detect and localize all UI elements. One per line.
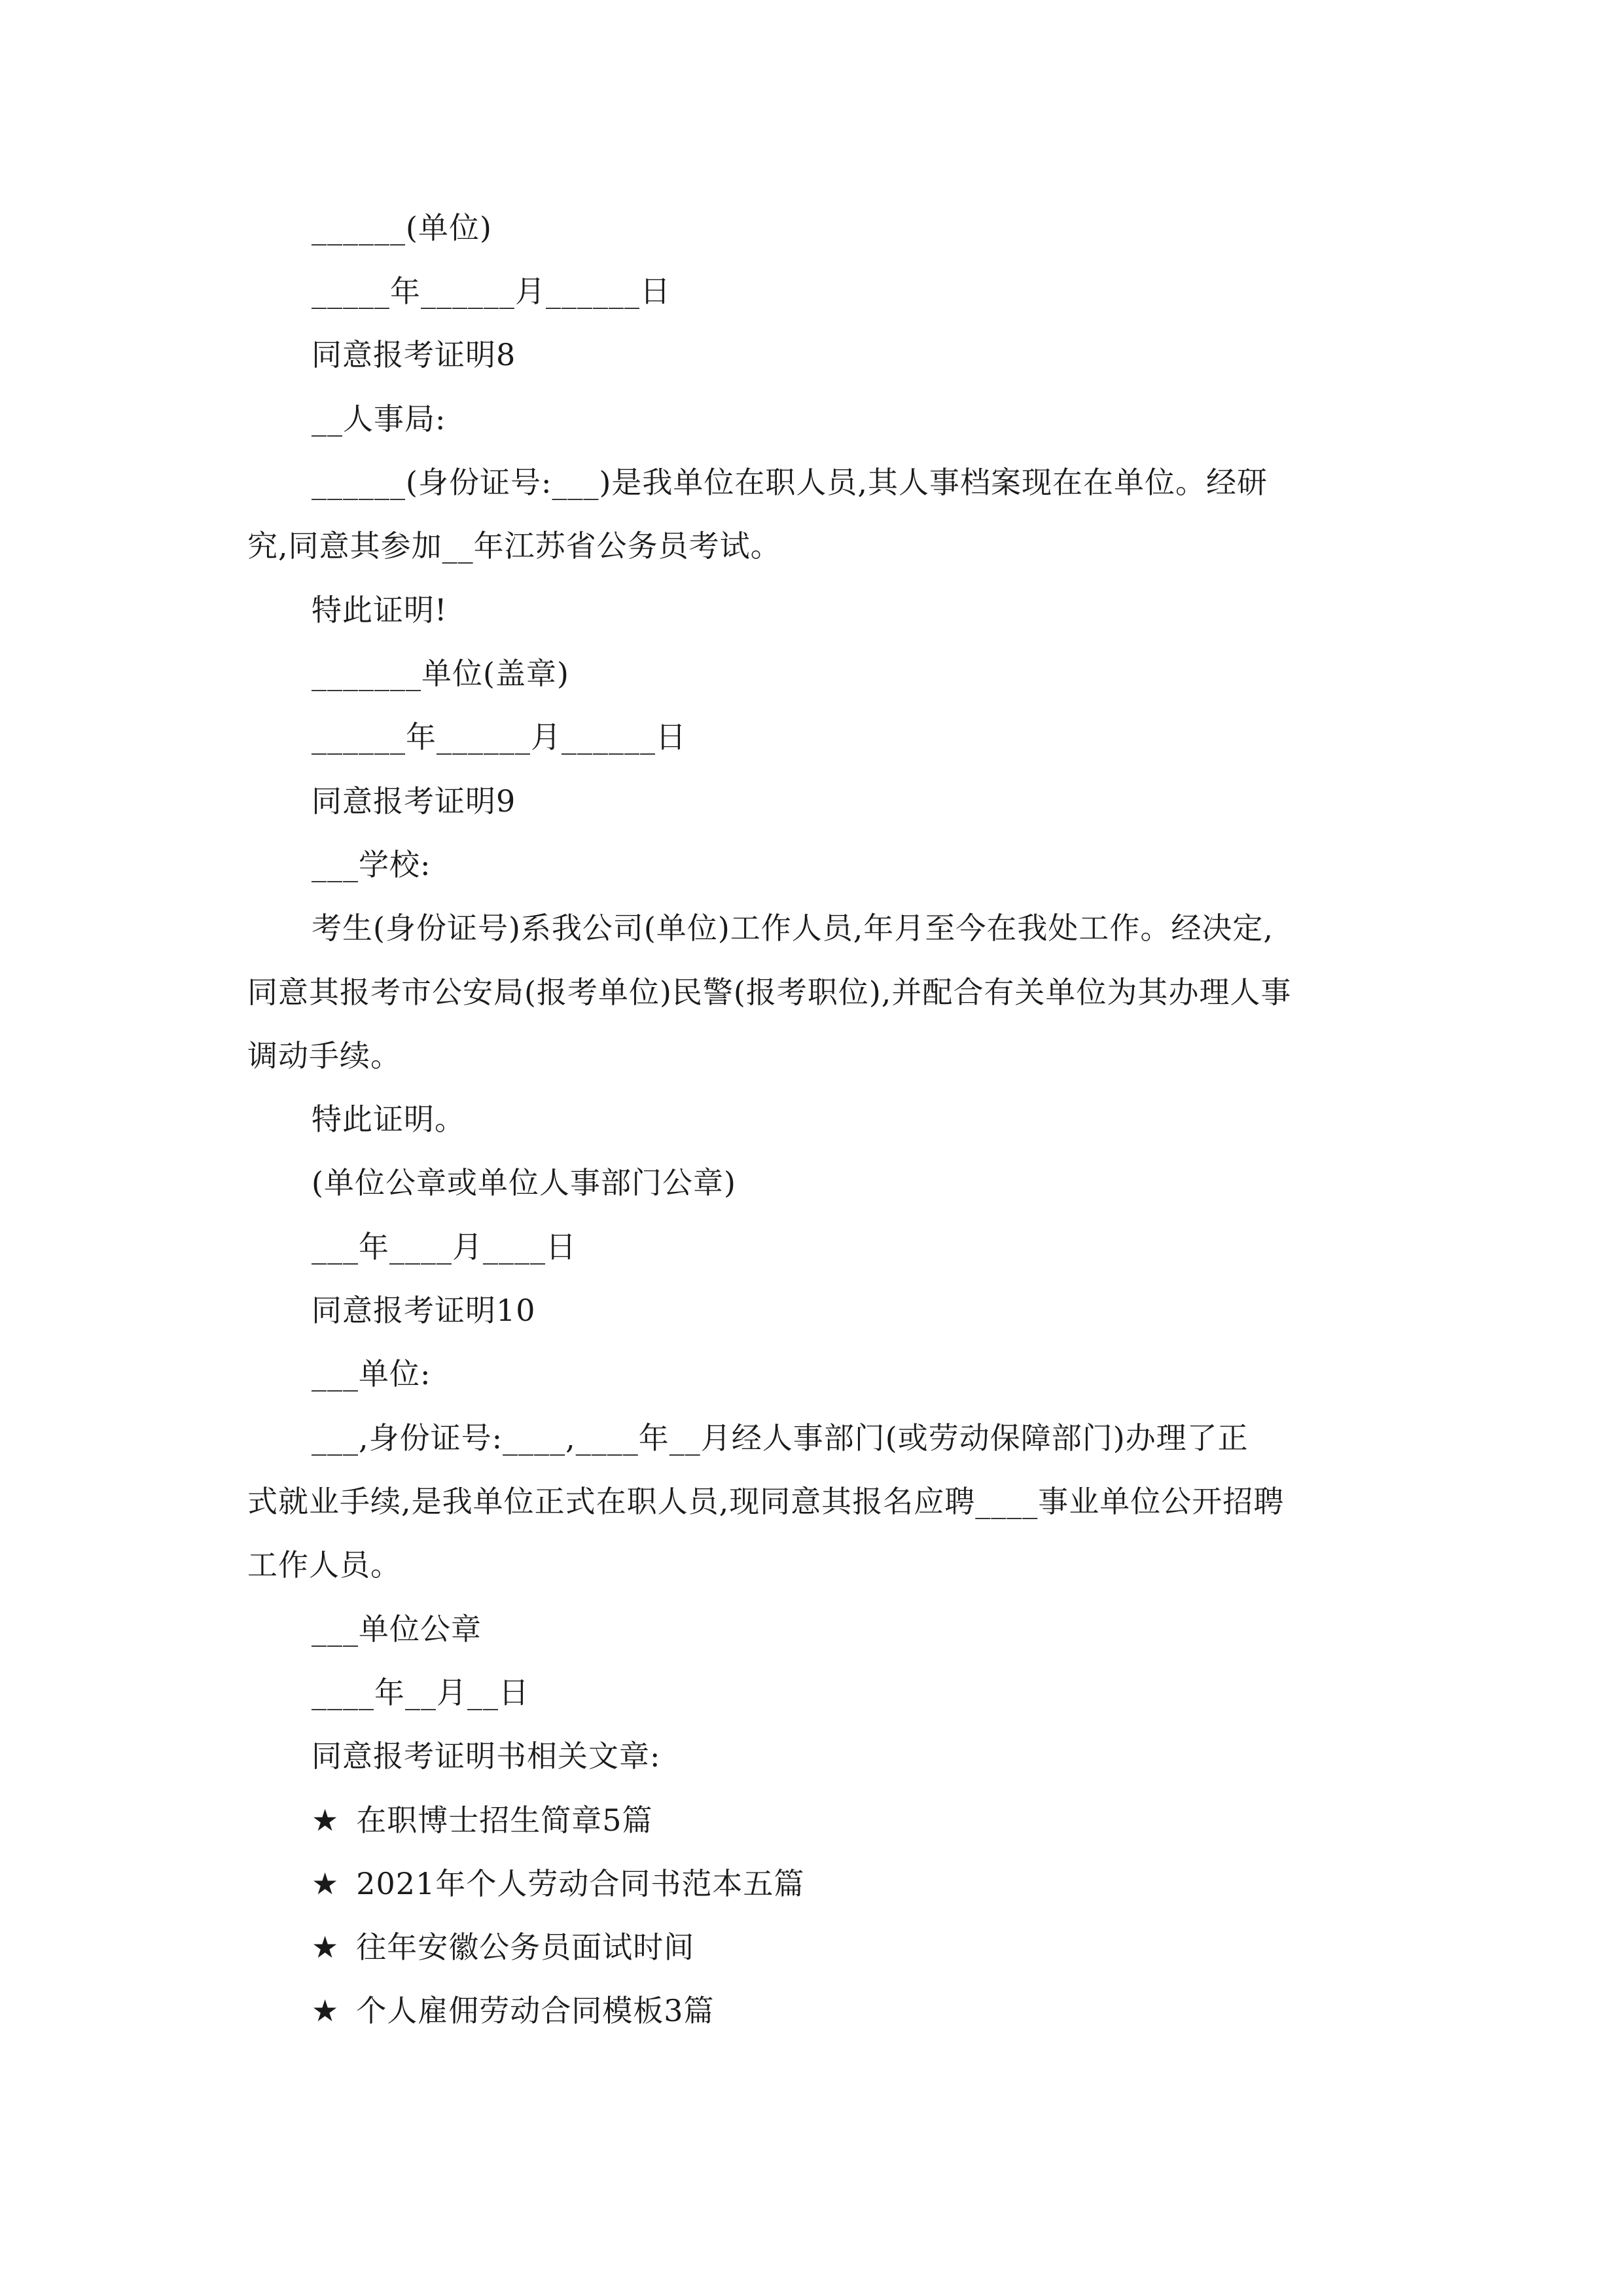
cert10-body-line: ___,身份证号:____,____年__月经人事部门(或劳动保障部门)办理了正 <box>312 1420 1249 1456</box>
cert8-signature: _______单位(盖章) <box>312 656 569 691</box>
cert9-date-line: ___年____月____日 <box>312 1229 577 1265</box>
cert10-title: 同意报考证明10 <box>312 1293 536 1328</box>
cert10-body-line: 工作人员。 <box>247 1547 401 1583</box>
related-article-link[interactable] <box>312 1801 653 1840</box>
cert9-closing: 特此证明。 <box>312 1102 465 1137</box>
star-icon: ★ <box>312 1803 340 1838</box>
cert8-body-line: ______(身份证号:___)是我单位在职人员,其人事档案现在在单位。经研 <box>312 465 1268 500</box>
cert9-title: 同意报考证明9 <box>312 783 516 819</box>
related-article-link[interactable] <box>312 1928 694 1967</box>
star-icon: ★ <box>312 1866 340 1901</box>
cert8-addressee: __人事局: <box>312 401 446 437</box>
cert9-seal: (单位公章或单位人事部门公章) <box>312 1165 736 1200</box>
star-icon: ★ <box>312 1993 340 2028</box>
related-article-title: 个人雇佣劳动合同模板3篇 <box>356 1993 715 2028</box>
cert9-body-line: 同意其报考市公安局(报考单位)民警(报考职位),并配合有关单位为其办理人事 <box>247 975 1292 1010</box>
cert8-closing: 特此证明! <box>312 592 448 628</box>
cert10-addressee: ___单位: <box>312 1356 431 1391</box>
cert10-seal: ___单位公章 <box>312 1611 482 1647</box>
related-article-title: 往年安徽公务员面试时间 <box>356 1929 695 1965</box>
related-heading: 同意报考证明书相关文章: <box>312 1738 661 1774</box>
date-line: _____年______月______日 <box>312 274 671 309</box>
cert10-body-line: 式就业手续,是我单位正式在职人员,现同意其报名应聘____事业单位公开招聘 <box>247 1484 1285 1519</box>
related-article-link[interactable] <box>312 1991 715 2030</box>
unit-line: ______(单位) <box>312 210 492 245</box>
cert10-date-line: ____年__月__日 <box>312 1675 529 1710</box>
related-article-title: 2021年个人劳动合同书范本五篇 <box>356 1866 805 1901</box>
cert9-addressee: ___学校: <box>312 847 431 882</box>
related-article-link[interactable] <box>312 1864 804 1903</box>
cert8-body-line: 究,同意其参加__年江苏省公务员考试。 <box>247 528 781 564</box>
cert8-date-line: ______年______月______日 <box>312 719 687 755</box>
cert8-title: 同意报考证明8 <box>312 337 516 372</box>
cert9-body-line: 考生(身份证号)系我公司(单位)工作人员,年月至今在我处工作。经决定, <box>312 910 1274 946</box>
related-article-title: 在职博士招生简章5篇 <box>356 1803 653 1838</box>
star-icon: ★ <box>312 1929 340 1965</box>
cert9-body-line: 调动手续。 <box>247 1038 401 1073</box>
